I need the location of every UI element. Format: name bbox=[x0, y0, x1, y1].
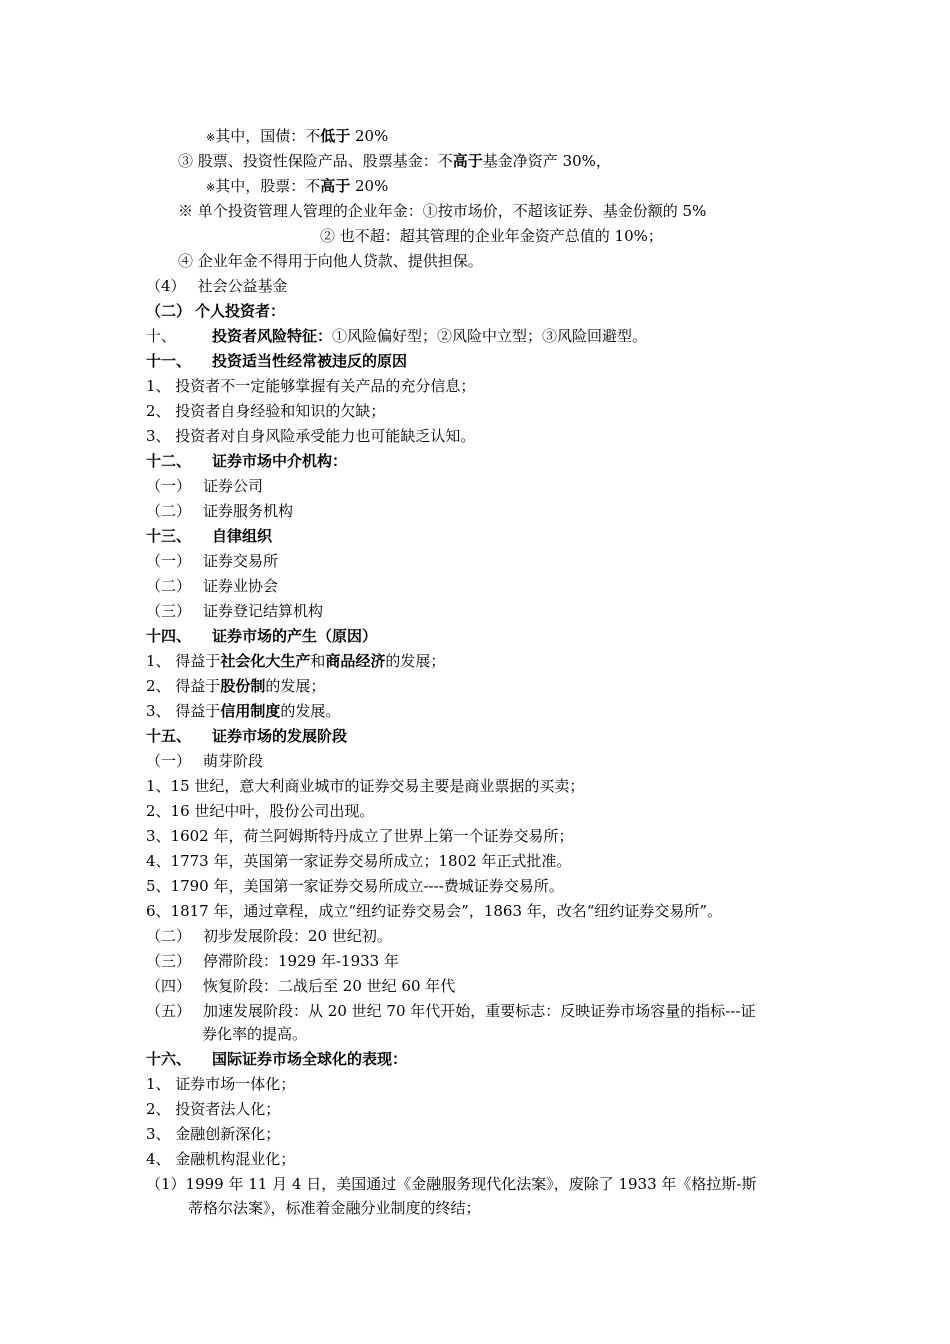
heading-12: 证券市场中介机构： bbox=[212, 452, 348, 470]
list-item: （三） 停滞阶段：1929 年-1933 年 bbox=[146, 952, 399, 970]
heading-15: 证券市场的发展阶段 bbox=[212, 727, 348, 745]
list-item: 2、16 世纪中叶，股份公司出现。 bbox=[146, 802, 375, 820]
list-item: 3、 得益于信用制度的发展。 bbox=[146, 702, 341, 720]
heading-13-number: 十三、 bbox=[146, 527, 192, 545]
loan-prohibition-line: ④ 企业年金不得用于向他人贷款、提供担保。 bbox=[178, 252, 483, 270]
list-item: （一） 证券交易所 bbox=[146, 552, 279, 570]
list-item: （五） 加速发展阶段：从 20 世纪 70 年代开始，重要标志：反映证券市场容量的指标---证 bbox=[146, 1002, 756, 1020]
list-item: （一） 证券公司 bbox=[146, 477, 264, 495]
list-item: （四） 恢复阶段：二战后至 20 世纪 60 年代 bbox=[146, 977, 456, 995]
list-item: 3、 投资者对自身风险承受能力也可能缺乏认知。 bbox=[146, 427, 476, 445]
heading-14-number: 十四、 bbox=[146, 627, 192, 645]
bond-ratio-line: ※其中，国债：不低于 20% bbox=[206, 127, 389, 145]
heading-13: 自律组织 bbox=[212, 527, 273, 545]
list-item: 3、1602 年，荷兰阿姆斯特丹成立了世界上第一个证券交易所； bbox=[146, 827, 574, 845]
note-mark-icon: ※ bbox=[206, 131, 216, 144]
list-item: （二） 初步发展阶段：20 世纪初。 bbox=[146, 927, 392, 945]
list-item: 2、 投资者自身经验和知识的欠缺； bbox=[146, 402, 386, 420]
heading-16: 国际证券市场全球化的表现： bbox=[212, 1050, 408, 1068]
list-item: 1、 证券市场一体化； bbox=[146, 1075, 296, 1093]
section-individual-investor: （二） 个人投资者： bbox=[146, 302, 286, 320]
list-item: 1、 得益于社会化大生产和商品经济的发展； bbox=[146, 652, 446, 670]
item-social-fund: （4） 社会公益基金 bbox=[146, 277, 288, 295]
heading-12-number: 十二、 bbox=[146, 452, 192, 470]
heading-11: 投资适当性经常被违反的原因 bbox=[212, 352, 408, 370]
list-item: （二） 证券业协会 bbox=[146, 577, 279, 595]
list-item: 2、 投资者法人化； bbox=[146, 1100, 281, 1118]
list-item-continuation: 券化率的提高。 bbox=[202, 1025, 308, 1043]
heading-14: 证券市场的产生（原因） bbox=[212, 627, 378, 645]
list-item: 6、1817 年，通过章程，成立“纽约证券交易会”，1863 年，改名“纽约证券交易所”。 bbox=[146, 902, 723, 920]
list-item: （1）1999 年 11 月 4 日，美国通过《金融服务现代化法案》，废除了 1933 年《格拉斯-斯 bbox=[146, 1175, 757, 1193]
list-item: 3、 金融创新深化； bbox=[146, 1125, 281, 1143]
heading-16-number: 十六、 bbox=[146, 1050, 192, 1068]
list-item: 1、15 世纪，意大利商业城市的证券交易主要是商业票据的买卖； bbox=[146, 777, 585, 795]
heading-15-number: 十五、 bbox=[146, 727, 192, 745]
stock-subratio-line: ※其中，股票：不高于 20% bbox=[206, 177, 389, 195]
note-mark-icon: ※ bbox=[206, 181, 216, 194]
list-item: （二） 证券服务机构 bbox=[146, 502, 294, 520]
stock-ratio-line: ③ 股票、投资性保险产品、股票基金：不高于基金净资产 30%， bbox=[178, 152, 611, 170]
manager-limit-line-2: ② 也不超：超其管理的企业年金资产总值的 10%； bbox=[320, 227, 663, 245]
manager-limit-line: ※ 单个投资管理人管理的企业年金：①按市场价，不超该证券、基金份额的 5% bbox=[178, 202, 707, 220]
list-item: （一） 萌芽阶段 bbox=[146, 752, 264, 770]
list-item: 4、 金融机构混业化； bbox=[146, 1150, 296, 1168]
list-item-continuation: 蒂格尔法案》，标准着金融分业制度的终结； bbox=[188, 1199, 481, 1217]
list-item: 4、1773 年，英国第一家证券交易所成立；1802 年正式批准。 bbox=[146, 852, 572, 870]
list-item: 2、 得益于股份制的发展； bbox=[146, 677, 326, 695]
heading-10-content: 投资者风险特征：①风险偏好型；②风险中立型；③风险回避型。 bbox=[212, 327, 648, 345]
list-item: 1、 投资者不一定能够掌握有关产品的充分信息； bbox=[146, 377, 476, 395]
list-item: （三） 证券登记结算机构 bbox=[146, 602, 324, 620]
heading-11-number: 十一、 bbox=[146, 352, 192, 370]
list-item: 5、1790 年，美国第一家证券交易所成立----费城证券交易所。 bbox=[146, 877, 564, 895]
heading-10: 十、 bbox=[146, 327, 177, 345]
